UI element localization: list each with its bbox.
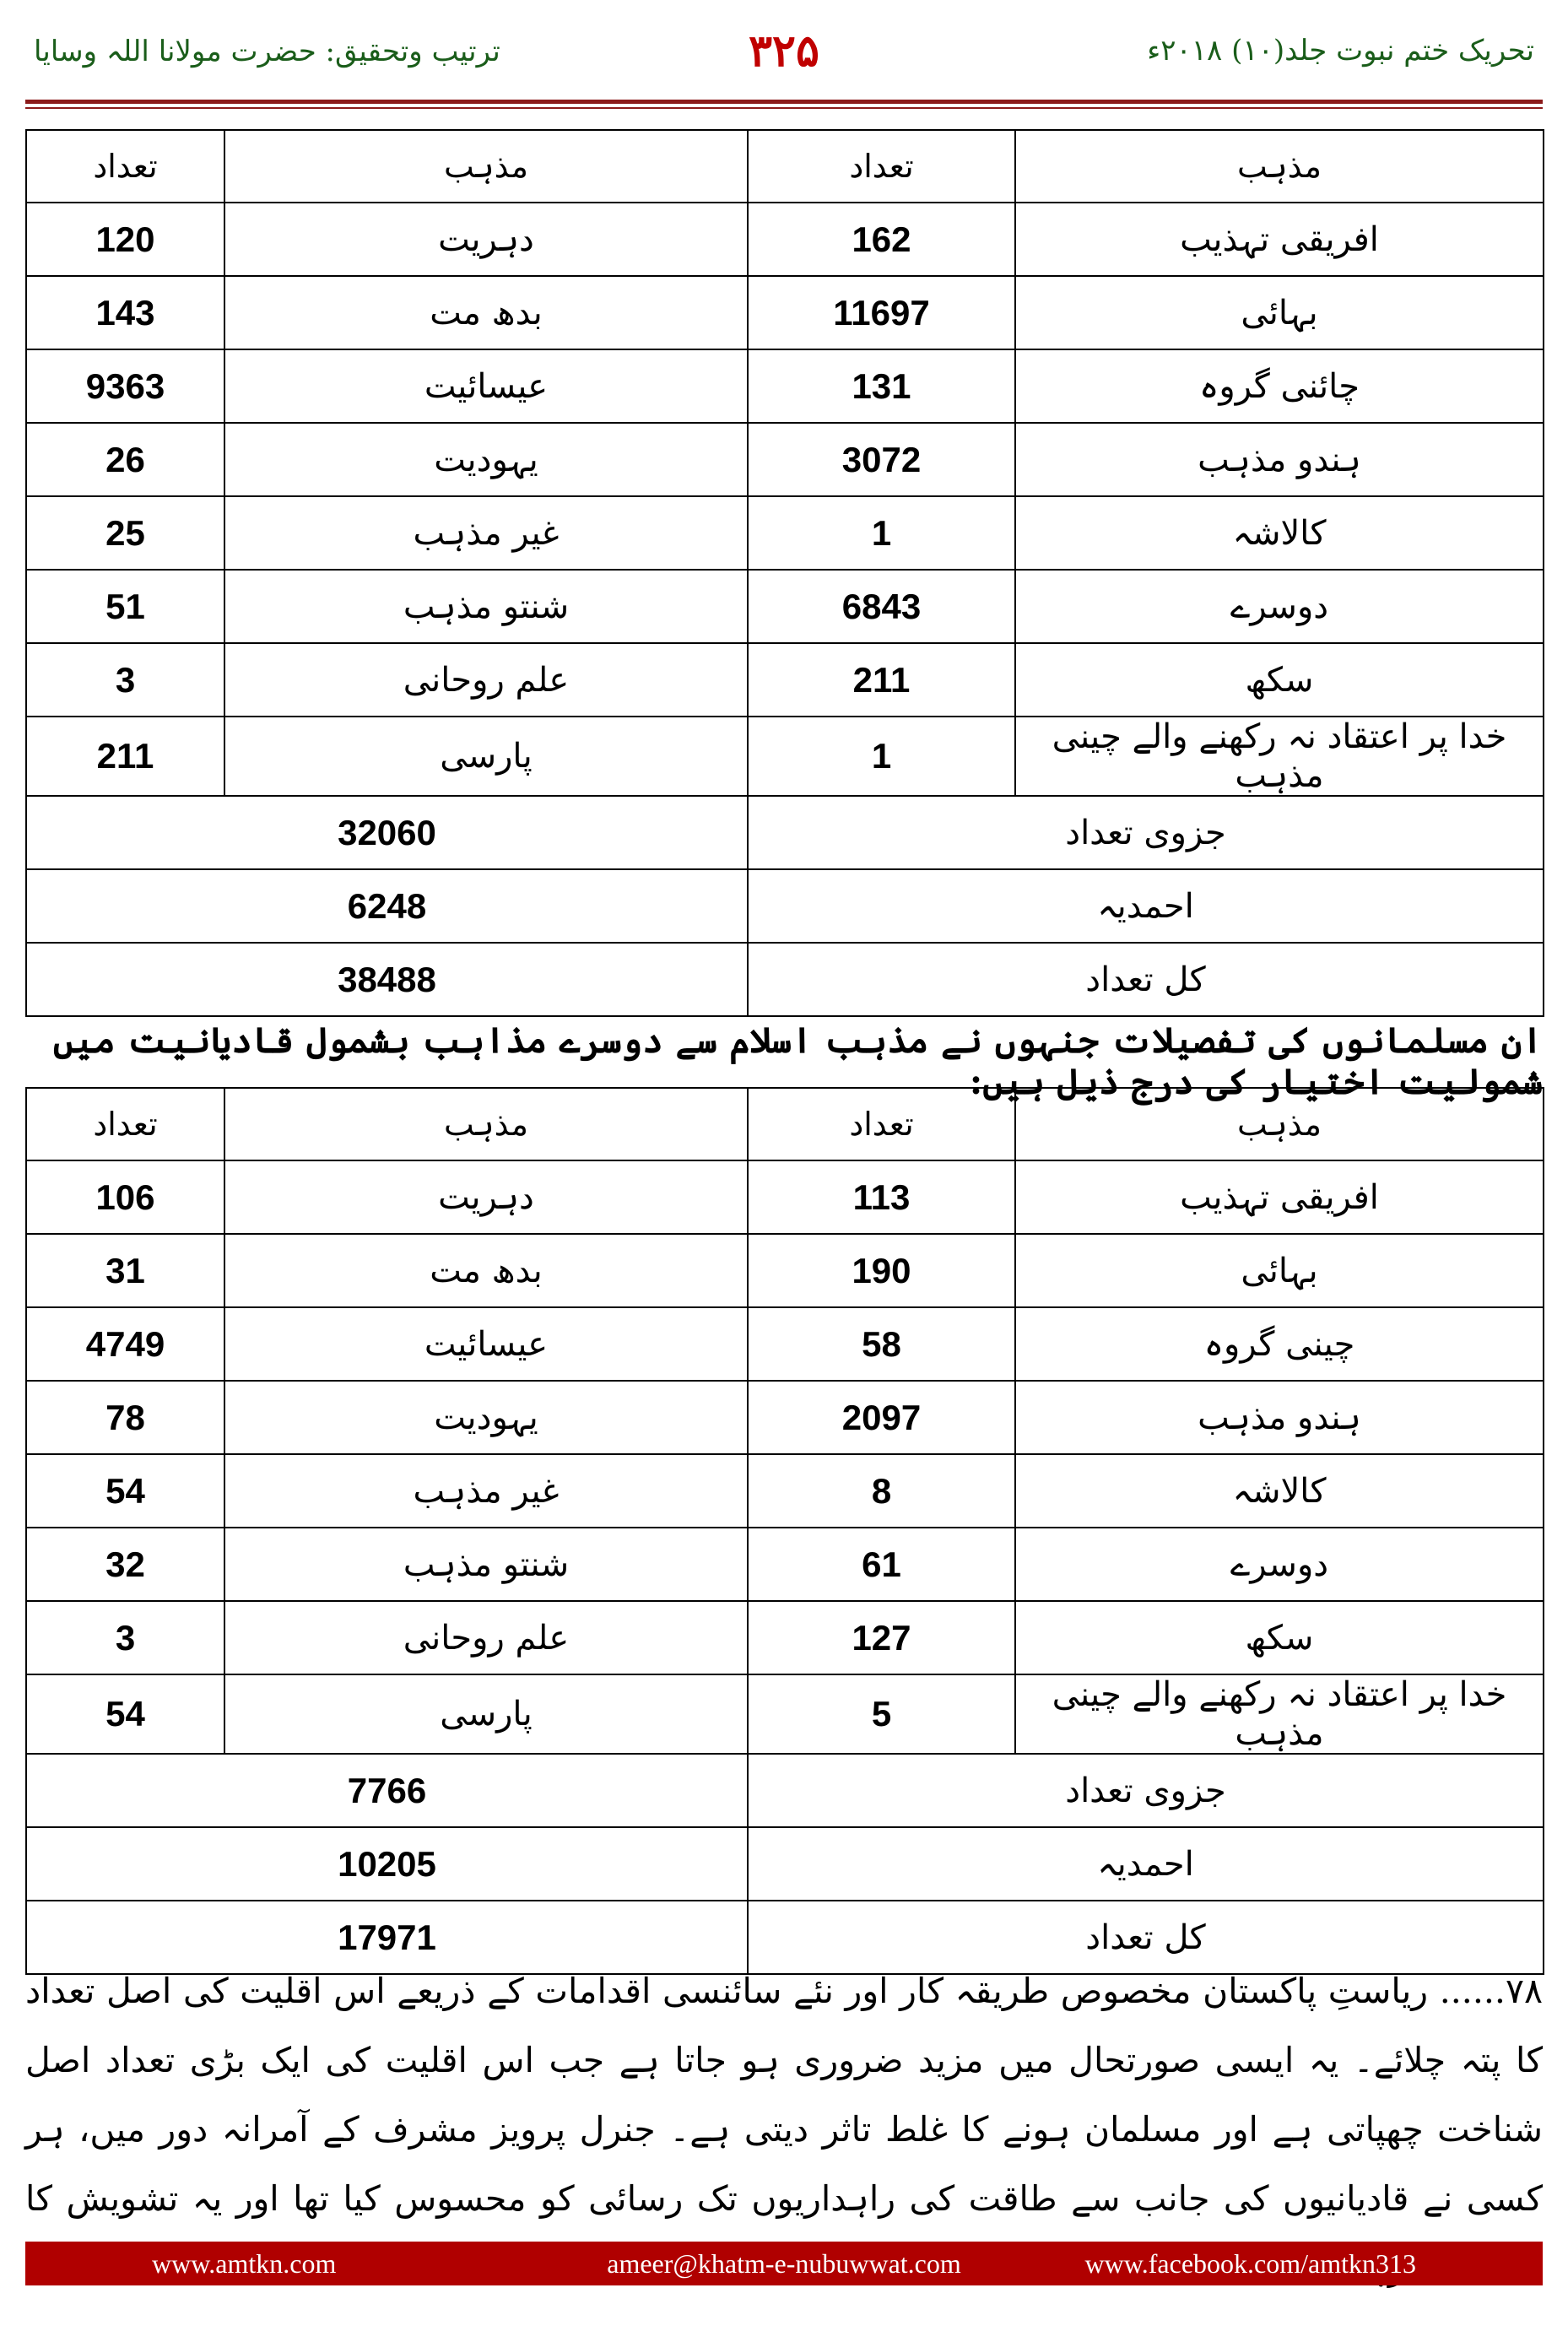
ahmadiyya-label: احمدیہ bbox=[748, 869, 1544, 943]
religion-cell: افریقی تہذیب bbox=[1015, 203, 1544, 276]
table-row bbox=[26, 570, 1544, 643]
column-header-count: تعداد bbox=[26, 130, 224, 203]
religion-table-2 bbox=[25, 1087, 1544, 1975]
count-cell: 190 bbox=[748, 1234, 1015, 1307]
count-cell: 1 bbox=[748, 496, 1015, 570]
table-header-row bbox=[26, 130, 1544, 203]
religion-cell: عیسائیت bbox=[224, 349, 748, 423]
ahmadiyya-row bbox=[26, 869, 1544, 943]
table-row bbox=[26, 1454, 1544, 1528]
religion-cell: چینی گروہ bbox=[1015, 1307, 1544, 1381]
religion-cell: دہریت bbox=[224, 203, 748, 276]
total-value: 17971 bbox=[26, 1901, 748, 1974]
count-cell: 78 bbox=[26, 1381, 224, 1454]
count-cell: 131 bbox=[748, 349, 1015, 423]
ahmadiyya-value: 10205 bbox=[26, 1827, 748, 1901]
table-row bbox=[26, 496, 1544, 570]
footer-website-link[interactable]: www.amtkn.com bbox=[152, 2248, 337, 2279]
total-label: کل تعداد bbox=[748, 943, 1544, 1016]
subtotal-label: جزوی تعداد bbox=[748, 1754, 1544, 1827]
table-row bbox=[26, 717, 1544, 796]
book-title: تحریک ختم نبوت جلد(۱۰) ۲۰۱۸ء bbox=[1147, 34, 1534, 68]
religion-cell: بہائی bbox=[1015, 276, 1544, 349]
religion-table-1 bbox=[25, 129, 1544, 1017]
religion-cell: شنتو مذہب bbox=[224, 1528, 748, 1601]
religion-cell: شنتو مذہب bbox=[224, 570, 748, 643]
table-row bbox=[26, 203, 1544, 276]
count-cell: 113 bbox=[748, 1160, 1015, 1234]
body-paragraph: ۷۸...... ریاستِ پاکستان مخصوص طریقہ کار اور نئے سائنسی اقدامات کے ذریعے اس اقلیت کی اصل تعداد کا پتہ چلائے۔ یہ ایسی صورتحال میں مزید ضروری ہو جاتا ہے جب اس اقلیت کی ایک بڑی تعداد اصل شناخت چھپاتی ہے اور مسلمان ہونے کا غلط تاثر دیتی ہے۔ جنرل پرویز مشرف کے آمرانہ دور میں، ہر کسی نے قادیانیوں کی جانب سے طاقت کی راہداریوں تک رسائی کو محسوس کیا تھا اور یہ تشویش کا bbox=[25, 1971, 1543, 2219]
table-row bbox=[26, 1381, 1544, 1454]
religion-cell: عیسائیت bbox=[224, 1307, 748, 1381]
religion-cell: سکھ bbox=[1015, 643, 1544, 717]
column-header-religion: مذہب bbox=[224, 130, 748, 203]
religion-cell: غیر مذہب bbox=[224, 496, 748, 570]
count-cell: 106 bbox=[26, 1160, 224, 1234]
column-header-religion: مذہب bbox=[1015, 1088, 1544, 1160]
religion-cell: کالاشہ bbox=[1015, 496, 1544, 570]
count-cell: 2097 bbox=[748, 1381, 1015, 1454]
compiler-credit: ترتیب وتحقیق: حضرت مولانا اللہ وسایا bbox=[34, 35, 500, 68]
table-row bbox=[26, 349, 1544, 423]
subtotal-label: جزوی تعداد bbox=[748, 796, 1544, 869]
religion-cell: سکھ bbox=[1015, 1601, 1544, 1674]
religion-cell: دوسرے bbox=[1015, 570, 1544, 643]
religion-cell: کالاشہ bbox=[1015, 1454, 1544, 1528]
religion-cell: خدا پر اعتقاد نہ رکھنے والے چینی مذہب bbox=[1015, 717, 1544, 796]
count-cell: 54 bbox=[26, 1454, 224, 1528]
table-row bbox=[26, 643, 1544, 717]
count-cell: 3 bbox=[26, 643, 224, 717]
table-row bbox=[26, 1674, 1544, 1754]
header-rule-thick bbox=[25, 100, 1543, 104]
subtotal-value: 7766 bbox=[26, 1754, 748, 1827]
count-cell: 32 bbox=[26, 1528, 224, 1601]
subtotal-row bbox=[26, 1754, 1544, 1827]
count-cell: 25 bbox=[26, 496, 224, 570]
religion-cell: علم روحانی bbox=[224, 1601, 748, 1674]
ahmadiyya-value: 6248 bbox=[26, 869, 748, 943]
count-cell: 127 bbox=[748, 1601, 1015, 1674]
header-rule-thin bbox=[25, 107, 1543, 109]
count-cell: 162 bbox=[748, 203, 1015, 276]
religion-cell: ہندو مذہب bbox=[1015, 423, 1544, 496]
table-row bbox=[26, 1601, 1544, 1674]
count-cell: 54 bbox=[26, 1674, 224, 1754]
footer-facebook-link[interactable]: www.facebook.com/amtkn313 bbox=[1084, 2248, 1416, 2279]
page-footer bbox=[25, 2242, 1543, 2285]
table-row bbox=[26, 276, 1544, 349]
footer-email-link[interactable]: ameer@khatm-e-nubuwwat.com bbox=[607, 2248, 961, 2279]
count-cell: 6843 bbox=[748, 570, 1015, 643]
count-cell: 8 bbox=[748, 1454, 1015, 1528]
column-header-count: تعداد bbox=[748, 130, 1015, 203]
column-header-religion: مذہب bbox=[224, 1088, 748, 1160]
count-cell: 11697 bbox=[748, 276, 1015, 349]
subtotal-row bbox=[26, 796, 1544, 869]
page-number: ۳۲۵ bbox=[749, 25, 819, 77]
religion-cell: غیر مذہب bbox=[224, 1454, 748, 1528]
count-cell: 211 bbox=[748, 643, 1015, 717]
count-cell: 31 bbox=[26, 1234, 224, 1307]
religion-cell: یہودیت bbox=[224, 423, 748, 496]
table-row bbox=[26, 1528, 1544, 1601]
count-cell: 4749 bbox=[26, 1307, 224, 1381]
religion-cell: خدا پر اعتقاد نہ رکھنے والے چینی مذہب bbox=[1015, 1674, 1544, 1754]
table-row bbox=[26, 1160, 1544, 1234]
religion-cell: بدھ مت bbox=[224, 1234, 748, 1307]
religion-cell: علم روحانی bbox=[224, 643, 748, 717]
count-cell: 61 bbox=[748, 1528, 1015, 1601]
total-row bbox=[26, 943, 1544, 1016]
table-row bbox=[26, 1234, 1544, 1307]
subtotal-value: 32060 bbox=[26, 796, 748, 869]
religion-cell: چائنی گروہ bbox=[1015, 349, 1544, 423]
count-cell: 3 bbox=[26, 1601, 224, 1674]
count-cell: 9363 bbox=[26, 349, 224, 423]
religion-cell: بہائی bbox=[1015, 1234, 1544, 1307]
religion-cell: افریقی تہذیب bbox=[1015, 1160, 1544, 1234]
count-cell: 58 bbox=[748, 1307, 1015, 1381]
count-cell: 1 bbox=[748, 717, 1015, 796]
religion-cell: دہریت bbox=[224, 1160, 748, 1234]
ahmadiyya-row bbox=[26, 1827, 1544, 1901]
column-header-count: تعداد bbox=[748, 1088, 1015, 1160]
religion-cell: بدھ مت bbox=[224, 276, 748, 349]
religion-cell: دوسرے bbox=[1015, 1528, 1544, 1601]
table-row bbox=[26, 423, 1544, 496]
count-cell: 26 bbox=[26, 423, 224, 496]
column-header-religion: مذہب bbox=[1015, 130, 1544, 203]
page-header bbox=[25, 25, 1543, 84]
total-value: 38488 bbox=[26, 943, 748, 1016]
column-header-count: تعداد bbox=[26, 1088, 224, 1160]
table-header-row bbox=[26, 1088, 1544, 1160]
section-heading: ان مسلمانوں کی تفصیلات جنہوں نے مذہب اسلام سے دوسرے مذاہب بشمول قادیانیت میں شمولیت اختیار کی درج ذیل ہیں: bbox=[52, 1020, 1543, 1102]
table-row bbox=[26, 1307, 1544, 1381]
count-cell: 120 bbox=[26, 203, 224, 276]
count-cell: 143 bbox=[26, 276, 224, 349]
religion-cell: یہودیت bbox=[224, 1381, 748, 1454]
religion-cell: ہندو مذہب bbox=[1015, 1381, 1544, 1454]
count-cell: 51 bbox=[26, 570, 224, 643]
count-cell: 5 bbox=[748, 1674, 1015, 1754]
count-cell: 211 bbox=[26, 717, 224, 796]
total-label: کل تعداد bbox=[748, 1901, 1544, 1974]
religion-cell: پارسی bbox=[224, 1674, 748, 1754]
ahmadiyya-label: احمدیہ bbox=[748, 1827, 1544, 1901]
religion-cell: پارسی bbox=[224, 717, 748, 796]
count-cell: 3072 bbox=[748, 423, 1015, 496]
